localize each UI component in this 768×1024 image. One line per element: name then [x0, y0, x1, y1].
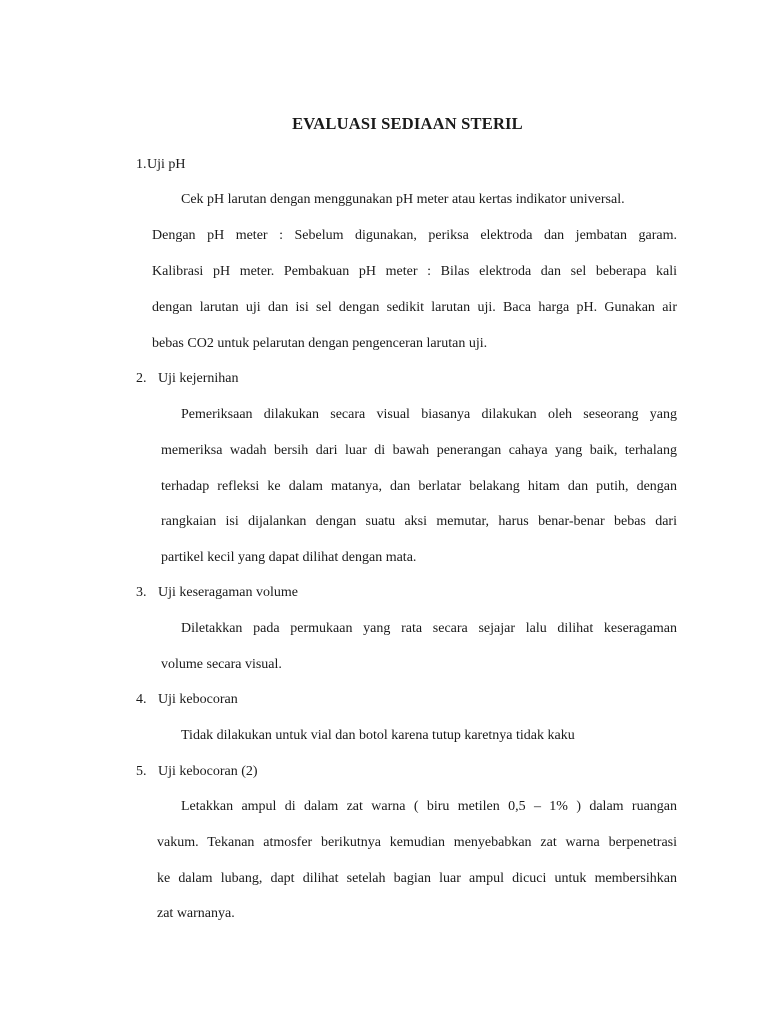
paragraph-line: rangkaian isi dijalankan dengan suatu aksi memutar, harus benar-benar bebas dari — [161, 514, 677, 529]
section-number: 4. — [136, 692, 147, 707]
document-title: EVALUASI SEDIAAN STERIL — [292, 114, 523, 133]
section-heading: Uji pH — [147, 157, 186, 172]
section-number: 3. — [136, 585, 147, 600]
paragraph-line: Cek pH larutan dengan menggunakan pH meter atau kertas indikator universal. — [181, 192, 625, 207]
paragraph-line: zat warnanya. — [157, 906, 235, 921]
paragraph-line: partikel kecil yang dapat dilihat dengan mata. — [161, 550, 417, 565]
paragraph-line: dengan larutan uji dan isi sel dengan sedikit larutan uji. Baca harga pH. Gunakan air — [152, 300, 677, 315]
paragraph-line: Diletakkan pada permukaan yang rata secara sejajar lalu dilihat keseragaman — [181, 621, 677, 636]
paragraph-line: Tidak dilakukan untuk vial dan botol karena tutup karetnya tidak kaku — [181, 728, 575, 743]
paragraph-line: volume secara visual. — [161, 657, 282, 672]
paragraph-line: Letakkan ampul di dalam zat warna ( biru metilen 0,5 – 1% ) dalam ruangan — [181, 799, 677, 814]
paragraph-line: ke dalam lubang, dapt dilihat setelah bagian luar ampul dicuci untuk membersihkan — [157, 871, 677, 886]
paragraph-line: terhadap refleksi ke dalam matanya, dan berlatar belakang hitam dan putih, dengan — [161, 479, 677, 494]
section-heading: Uji keseragaman volume — [158, 585, 298, 600]
paragraph-line: Pemeriksaan dilakukan secara visual biasanya dilakukan oleh seseorang yang — [181, 407, 677, 422]
paragraph-line: bebas CO2 untuk pelarutan dengan pengenceran larutan uji. — [152, 336, 488, 351]
paragraph-line: Kalibrasi pH meter. Pembakuan pH meter : Bilas elektroda dan sel beberapa kali — [152, 264, 677, 279]
paragraph-line: vakum. Tekanan atmosfer berikutnya kemudian menyebabkan zat warna berpenetrasi — [157, 835, 677, 850]
section-heading: Uji kebocoran (2) — [158, 764, 258, 779]
paragraph-line: memeriksa wadah bersih dari luar di bawah penerangan cahaya yang baik, terhalang — [161, 443, 677, 458]
section-number: 1. — [136, 157, 147, 172]
section-number: 5. — [136, 764, 147, 779]
section-heading: Uji kebocoran — [158, 692, 238, 707]
section-number: 2. — [136, 371, 147, 386]
section-heading: Uji kejernihan — [158, 371, 239, 386]
paragraph-line: Dengan pH meter : Sebelum digunakan, periksa elektroda dan jembatan garam. — [152, 228, 677, 243]
